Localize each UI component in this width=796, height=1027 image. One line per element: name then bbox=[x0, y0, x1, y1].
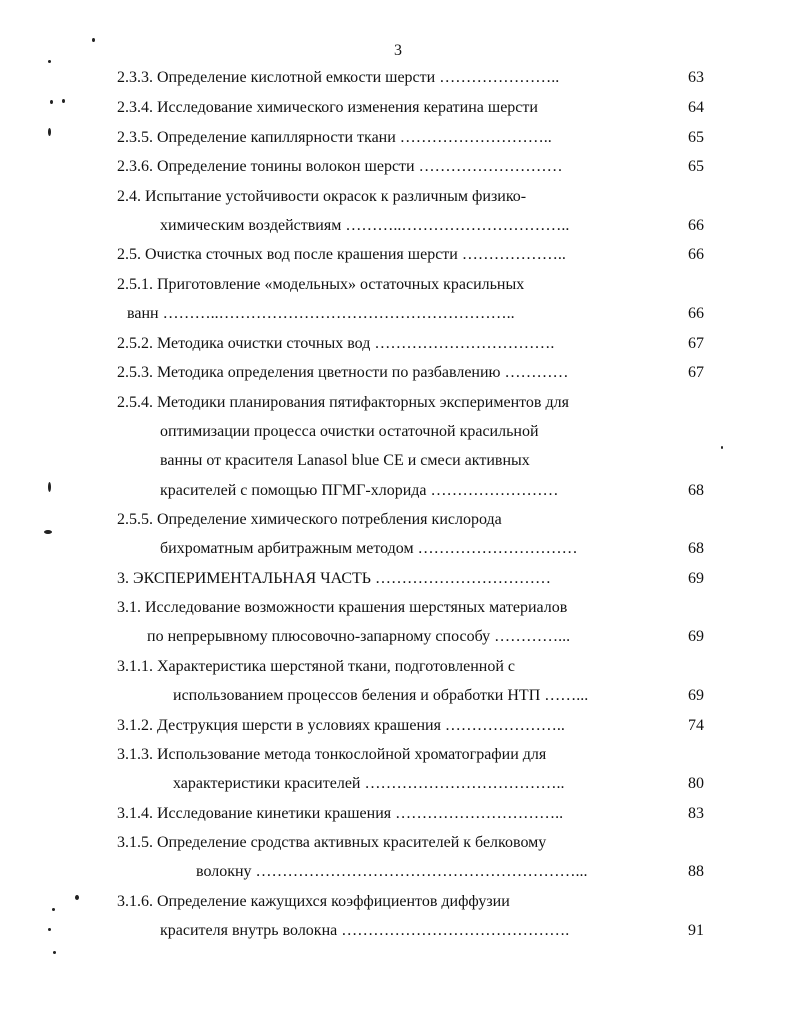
toc-page: 88 bbox=[688, 863, 704, 880]
scan-speck bbox=[52, 908, 55, 911]
toc-line: оптимизации процесса очистки остаточной красильной bbox=[160, 423, 539, 440]
toc-line: 3.1.1. Характеристика шерстяной ткани, подготовленной с bbox=[117, 658, 515, 675]
toc-page: 69 bbox=[688, 570, 704, 587]
toc-line: использованием процессов беления и обработки НТП ……... bbox=[173, 687, 589, 704]
scan-speck bbox=[721, 446, 723, 449]
toc-line: волокну ……………………………………………………... bbox=[196, 863, 588, 880]
toc-page: 66 bbox=[688, 305, 704, 322]
toc-line: 2.4. Испытание устойчивости окрасок к различным физико- bbox=[117, 188, 527, 205]
toc-line: 2.5. Очистка сточных вод после крашения шерсти ……………….. bbox=[117, 246, 566, 263]
toc-page: 80 bbox=[688, 775, 704, 792]
scan-speck bbox=[92, 38, 95, 42]
toc-line: 2.3.3. Определение кислотной емкости шерсти ………………….. bbox=[117, 69, 560, 86]
toc-page: 83 bbox=[688, 805, 704, 822]
toc-line: бихроматным арбитражным методом ………………………… bbox=[160, 540, 578, 557]
toc-line: ванны от красителя Lanasol blue CE и смеси активных bbox=[160, 452, 530, 469]
toc-line: 2.5.4. Методики планирования пятифакторных экспериментов для bbox=[117, 394, 569, 411]
scan-speck bbox=[62, 99, 65, 103]
scan-speck bbox=[53, 951, 56, 954]
toc-line: 2.5.5. Определение химического потребления кислорода bbox=[117, 511, 502, 528]
scan-speck bbox=[75, 895, 79, 900]
toc-page: 67 bbox=[688, 364, 704, 381]
toc-line: 3.1.2. Деструкция шерсти в условиях крашения ………………….. bbox=[117, 717, 565, 734]
toc-line: 2.3.4. Исследование химического изменения кератина шерсти bbox=[117, 99, 538, 116]
scan-speck bbox=[50, 100, 53, 104]
toc-line: по непрерывному плюсовочно-запарному способу …………... bbox=[147, 628, 571, 645]
toc-page: 68 bbox=[688, 482, 704, 499]
toc-line: 2.3.6. Определение тонины волокон шерсти ……………………… bbox=[117, 158, 563, 175]
toc-line: 3. ЭКСПЕРИМЕНТАЛЬНАЯ ЧАСТЬ …………………………… bbox=[117, 570, 551, 587]
toc-page: 64 bbox=[688, 99, 704, 116]
toc-line: 2.5.1. Приготовление «модельных» остаточных красильных bbox=[117, 276, 525, 293]
page-number: 3 bbox=[394, 42, 402, 59]
toc-page: 65 bbox=[688, 129, 704, 146]
toc-line: 3.1.6. Определение кажущихся коэффициентов диффузии bbox=[117, 893, 510, 910]
scan-speck bbox=[48, 928, 51, 931]
toc-page: 74 bbox=[688, 717, 704, 734]
toc-line: 3.1.4. Исследование кинетики крашения ………………………….. bbox=[117, 805, 564, 822]
toc-page: 66 bbox=[688, 246, 704, 263]
toc-line: красителей с помощью ПГМГ-хлорида …………………… bbox=[160, 482, 559, 499]
scan-speck bbox=[48, 482, 51, 492]
toc-page: 69 bbox=[688, 628, 704, 645]
toc-line: 2.5.3. Методика определения цветности по разбавлению ………… bbox=[117, 364, 569, 381]
toc-line: 3.1.3. Использование метода тонкослойной хроматографии для bbox=[117, 746, 547, 763]
toc-line: ванн ………..……………………………………………….. bbox=[127, 305, 515, 322]
toc-page: 67 bbox=[688, 335, 704, 352]
toc-line: 2.5.2. Методика очистки сточных вод ……………………………. bbox=[117, 335, 555, 352]
toc-line: 2.3.5. Определение капиллярности ткани ……………………….. bbox=[117, 129, 552, 146]
toc-line: 3.1.5. Определение сродства активных красителей к белковому bbox=[117, 834, 547, 851]
scan-speck bbox=[48, 60, 51, 63]
toc-page: 68 bbox=[688, 540, 704, 557]
toc-page: 91 bbox=[688, 922, 704, 939]
toc-page: 69 bbox=[688, 687, 704, 704]
toc-line: 3.1. Исследование возможности крашения шерстяных материалов bbox=[117, 599, 568, 616]
toc-line: красителя внутрь волокна ……………………………………. bbox=[160, 922, 570, 939]
toc-line: характеристики красителей ……………………………….. bbox=[173, 775, 565, 792]
toc-line: химическим воздействиям ………..………………………….. bbox=[160, 217, 570, 234]
toc-page: 63 bbox=[688, 69, 704, 86]
scan-speck bbox=[48, 128, 51, 136]
toc-page: 65 bbox=[688, 158, 704, 175]
scan-speck bbox=[44, 530, 52, 534]
toc-page: 66 bbox=[688, 217, 704, 234]
